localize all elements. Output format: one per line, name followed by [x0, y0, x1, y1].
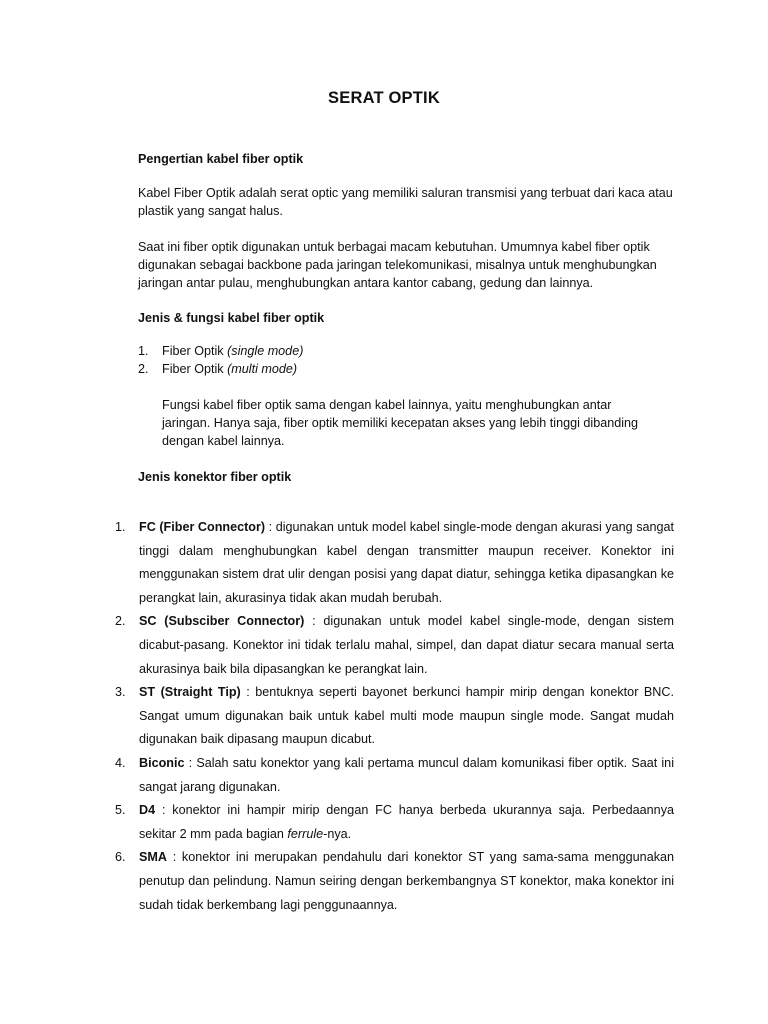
- section-heading-connectors: Jenis konektor fiber optik: [138, 470, 292, 484]
- section-heading-types: Jenis & fungsi kabel fiber optik: [138, 311, 325, 325]
- list-item: 5. D4 : konektor ini hampir mirip dengan FC hanya berbeda ukurannya saja. Perbedaannya sekitar 2 mm pada bagian ferrule-nya.: [115, 803, 674, 841]
- paragraph-definition: Kabel Fiber Optik adalah serat optic yang memiliki saluran transmisi yang terbuat dari kaca atau plastik yang sangat halus.: [138, 186, 673, 218]
- connector-list: [112, 516, 674, 917]
- paragraph-usage: Saat ini fiber optik digunakan untuk berbagai macam kebutuhan. Umumnya kabel fiber optik digunakan sebagai backbone pada jaringan telekomunikasi, misalnya untuk menghubungkan jaringan antar pulau, menghubungkan antara kantor cabang, gedung dan lainnya.: [138, 240, 657, 290]
- list-item: 2. Fiber Optik (multi mode): [138, 361, 298, 376]
- list-item: 2. SC (Subsciber Connector) : digunakan untuk model kabel single-mode, dengan sistem dicabut-pasang. Konektor ini tidak terlalu mahal, simpel, dan dapat diatur secara manual serta akurasinya baik bila dipasangkan ke perangkat lain.: [115, 614, 674, 676]
- list-item: 3. ST (Straight Tip) : bentuknya seperti bayonet berkunci hampir mirip dengan konektor BNC. Sangat umum digunakan baik untuk kabel multi mode maupun single mode. Sangat mudah digunakan baik dipasang maupun dicabut.: [115, 685, 674, 747]
- section-heading-definition: Pengertian kabel fiber optik: [138, 152, 304, 166]
- list-item: 4. Biconic : Salah satu konektor yang kali pertama muncul dalam komunikasi fiber optik. Saat ini sangat jarang digunakan.: [115, 755, 674, 794]
- paragraph-function: Fungsi kabel fiber optik sama dengan kabel lainnya, yaitu menghubungkan antar jaringan. Hanya saja, fiber optik memiliki kecepatan akses yang lebih tinggi dibanding dengan kabel lainnya.: [162, 398, 639, 448]
- list-item: 1. Fiber Optik (single mode): [138, 344, 304, 358]
- fiber-mode-list: [138, 343, 303, 378]
- list-item: 6. SMA : konektor ini merupakan pendahulu dari konektor ST yang sama-sama menggunakan penutup dan pelindung. Namun seiring dengan berkembangnya ST konektor, maka konektor ini sudah tidak berkembang lagi penggunaannya.: [115, 850, 674, 912]
- list-item: 1. FC (Fiber Connector) : digunakan untuk model kabel single-mode dengan akurasi yang sangat tinggi dalam menghubungkan kabel dengan transmitter maupun receiver. Konektor ini menggunakan sistem drat ulir dengan posisi yang dapat diatur, sehingga ketika dipasangkan ke perangkat lain, akurasinya tidak akan mudah berubah.: [115, 520, 675, 605]
- page-title: SERAT OPTIK: [328, 89, 440, 107]
